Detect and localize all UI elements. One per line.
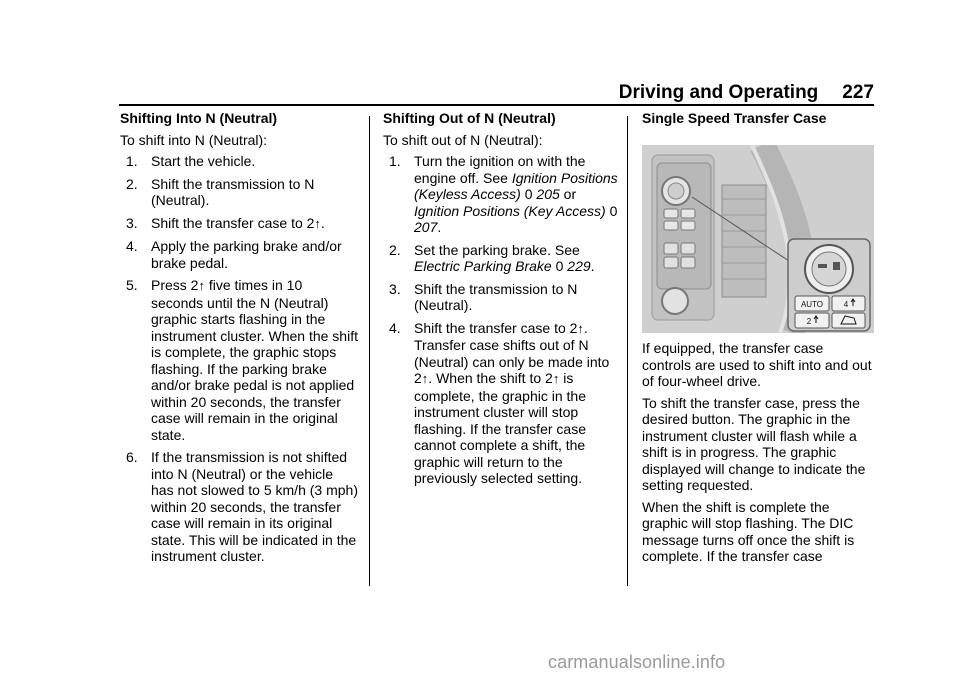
column-3-body [642, 340, 874, 570]
step-text: . Transfer case shifts out of N (Neutral) can only be made into 2 [414, 319, 610, 386]
step-number: 3. [126, 214, 138, 231]
list-item [383, 281, 619, 314]
watermark: carmanualsonline.info [548, 652, 726, 672]
page-ref-icon: 0 [555, 258, 564, 274]
step-text: Shift the transfer case to 2 [414, 319, 578, 336]
step-number: 2. [389, 241, 401, 258]
step-text: is complete, the graphic in the instrument cluster will stop flashing. If the transfer case cannot complete a shift, the graphic will return to the previously selected setting. [414, 370, 586, 486]
section-heading: Shifting Into N (Neutral) [120, 110, 278, 126]
cross-reference-link[interactable]: Ignition Positions (Keyless Access) [414, 169, 618, 202]
four-wheel-button-label: 4 [843, 300, 849, 309]
up-arrow-icon: ↑ [552, 371, 560, 386]
body-paragraph: When the shift is complete the graphic will stop flashing. The DIC message turns off once the shift is complete. If the transfer case [642, 498, 855, 564]
up-arrow-icon: ↑ [314, 215, 321, 231]
step-number: 6. [126, 449, 138, 465]
page-reference[interactable]: 205 [536, 186, 560, 202]
column-3 [642, 110, 874, 132]
step-text: . [320, 214, 325, 231]
list-item [383, 320, 619, 487]
step-number: 1. [389, 153, 401, 169]
page-number: 227 [842, 82, 874, 103]
body-paragraph: If equipped, the transfer case controls are used to shift into and out of four-wheel drive. [642, 340, 872, 389]
step-text: five times in 10 seconds until the N (Neutral) graphic starts flashing in the instrument cluster. When the shift is complete, the graphic stops flashing. If the parking brake and/or brake pedal is not applied within 20 seconds, the transfer case will remain in the original state. [151, 277, 358, 443]
step-text: Shift the transmission to N (Neutral). [414, 280, 578, 313]
list-item [120, 153, 358, 170]
column-divider-right [627, 116, 628, 586]
two-wheel-button-label: 2 [806, 317, 812, 326]
step-number: 1. [126, 153, 138, 169]
list-item [120, 238, 358, 271]
step-number: 5. [126, 277, 138, 293]
cross-reference-link[interactable]: Ignition Positions (Key Access) [414, 202, 606, 219]
step-text: . [590, 258, 595, 274]
body-paragraph: To shift the transfer case, press the desired button. The graphic in the instrument cluster will flash while a shift is in progress. The graphic displayed will change to indicate the setting requested. [642, 394, 866, 493]
cross-reference-link[interactable]: Electric Parking Brake [414, 258, 552, 274]
page-reference[interactable]: 229 [567, 258, 591, 274]
header-rule [119, 104, 874, 106]
section-heading: Single Speed Transfer Case [642, 110, 827, 126]
step-text: or [563, 186, 577, 202]
step-number: 4. [126, 238, 138, 254]
step-text: Start the vehicle. [151, 153, 256, 169]
list-item [120, 176, 358, 209]
running-header [619, 82, 874, 104]
step-text: . When the shift to 2 [428, 370, 553, 386]
list-item [120, 215, 358, 233]
section-heading: Shifting Out of N (Neutral) [383, 110, 556, 126]
step-text: Shift the transmission to N (Neutral). [151, 175, 315, 208]
list-item [120, 449, 358, 565]
step-number: 2. [126, 175, 138, 192]
transfer-case-photo [642, 145, 874, 333]
column-1 [120, 110, 358, 571]
step-list [120, 153, 358, 565]
step-number: 3. [389, 280, 401, 297]
step-number: 4. [389, 319, 401, 336]
step-text: Turn the ignition on with the engine off. See [414, 153, 586, 186]
step-text: Shift the transfer case to 2 [151, 214, 315, 231]
transfer-case-controls-figure [642, 145, 874, 333]
page-ref-icon: 0 [524, 186, 533, 202]
up-arrow-icon: ↑ [421, 371, 429, 386]
step-text: Press 2 [151, 277, 199, 293]
step-text: . [437, 219, 442, 235]
up-arrow-icon: ↑ [577, 320, 584, 336]
intro-text: To shift into N (Neutral): [120, 131, 268, 148]
column-2 [383, 110, 619, 493]
list-item [120, 277, 358, 443]
up-arrow-icon: ↑ [198, 278, 205, 293]
step-text: If the transmission is not shifted into N (Neutral) or the vehicle has not slowed to 5 km/h (3 mph) within 20 seconds, the transfer case will remain in its original state. This will be indicated in the instrument cluster. [151, 449, 358, 564]
list-item [383, 153, 619, 236]
step-text: Set the parking brake. See [414, 241, 580, 258]
page-reference[interactable]: 207 [414, 219, 438, 235]
intro-text: To shift out of N (Neutral): [383, 131, 543, 148]
auto-button-label: AUTO [800, 300, 824, 309]
column-divider-left [369, 116, 370, 586]
page-ref-icon: 0 [609, 202, 618, 219]
step-text: Apply the parking brake and/or brake pedal. [151, 238, 342, 271]
step-list [383, 153, 619, 487]
section-title: Driving and Operating [618, 82, 819, 103]
list-item [383, 242, 619, 275]
